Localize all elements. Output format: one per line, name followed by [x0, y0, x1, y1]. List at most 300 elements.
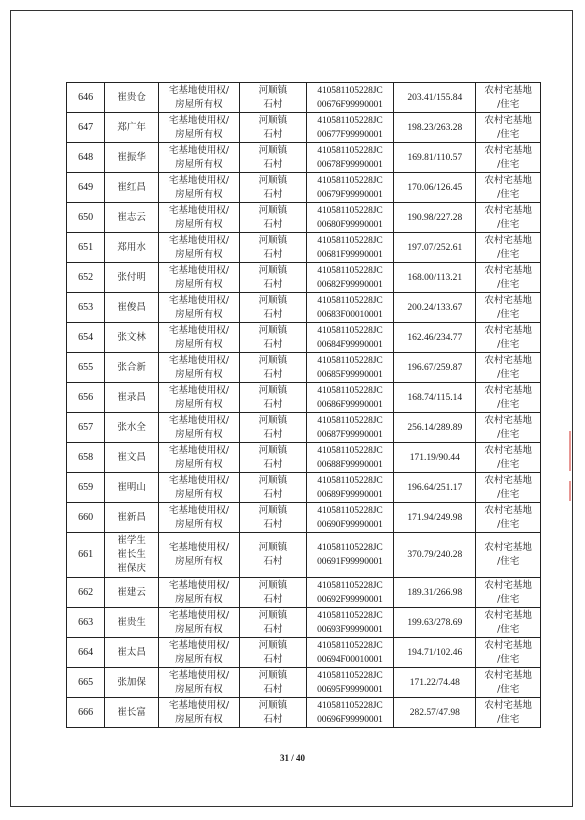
cell-owner: 崔俊昌 — [105, 293, 159, 323]
cell-usage — [476, 503, 541, 533]
table-row — [67, 698, 541, 728]
unit-code-line: 00687F99990001 — [317, 429, 383, 440]
cell-usage — [476, 608, 541, 638]
usage-line: /住宅 — [497, 683, 520, 695]
unit-code-line: 00692F99990001 — [317, 594, 383, 605]
cell-right-type — [158, 203, 239, 233]
cell-usage — [476, 473, 541, 503]
cell-owner — [105, 533, 159, 578]
unit-code-line: 410581105228JC — [317, 580, 383, 591]
cell-unit-code — [306, 698, 394, 728]
cell-right-type — [158, 638, 239, 668]
cell-unit-code — [306, 263, 394, 293]
table-row — [67, 83, 541, 113]
right-type-line: 房屋所有权 — [175, 428, 223, 440]
cell-right-type — [158, 413, 239, 443]
unit-code-line: 00681F99990001 — [317, 249, 383, 260]
unit-code-line: 00685F99990001 — [317, 369, 383, 380]
unit-code-line: 410581105228JC — [317, 115, 383, 126]
location-line: 河顺镇 — [258, 699, 288, 711]
right-type-line: 房屋所有权 — [175, 128, 223, 140]
usage-line: 农村宅基地 — [484, 504, 532, 516]
usage-line: /住宅 — [497, 338, 520, 350]
unit-code-line: 410581105228JC — [317, 175, 383, 186]
unit-code-line: 00677F99990001 — [317, 129, 383, 140]
cell-serial: 665 — [67, 668, 105, 698]
location-line: 河顺镇 — [258, 354, 288, 366]
unit-code-line: 410581105228JC — [317, 235, 383, 246]
cell-usage — [476, 143, 541, 173]
cell-location — [239, 503, 306, 533]
location-line: 河顺镇 — [258, 504, 288, 516]
cell-right-type — [158, 173, 239, 203]
right-type-line: 宅基地使用权/ — [168, 354, 230, 366]
usage-line: /住宅 — [497, 556, 520, 567]
cell-location — [239, 608, 306, 638]
right-type-line: 房屋所有权 — [175, 248, 223, 260]
cell-usage — [476, 533, 541, 578]
location-line: 石村 — [263, 593, 283, 605]
usage-line: 农村宅基地 — [484, 234, 532, 246]
cell-right-type — [158, 263, 239, 293]
right-type-line: 宅基地使用权/ — [168, 542, 230, 553]
cell-usage — [476, 233, 541, 263]
cell-area: 203.41/155.84 — [394, 83, 476, 113]
cell-usage — [476, 353, 541, 383]
usage-line: /住宅 — [497, 593, 520, 605]
cell-owner: 崔文昌 — [105, 443, 159, 473]
usage-line: 农村宅基地 — [484, 204, 532, 216]
location-line: 石村 — [263, 458, 283, 470]
cell-unit-code — [306, 503, 394, 533]
unit-code-line: 00686F99990001 — [317, 399, 383, 410]
right-type-line: 房屋所有权 — [175, 398, 223, 410]
unit-code-line: 410581105228JC — [317, 355, 383, 366]
cell-unit-code — [306, 143, 394, 173]
location-line: 石村 — [263, 398, 283, 410]
cell-location — [239, 233, 306, 263]
location-line: 石村 — [263, 556, 283, 567]
table-body — [67, 83, 541, 728]
cell-serial: 646 — [67, 83, 105, 113]
owner-name-line: 崔保庆 — [117, 563, 146, 574]
right-type-line: 宅基地使用权/ — [168, 579, 230, 591]
usage-line: /住宅 — [497, 158, 520, 170]
unit-code-line: 00689F99990001 — [317, 489, 383, 500]
location-line: 石村 — [263, 98, 283, 110]
cell-right-type — [158, 383, 239, 413]
right-type-line: 房屋所有权 — [175, 458, 223, 470]
cell-owner: 崔贵仓 — [105, 83, 159, 113]
location-line: 石村 — [263, 218, 283, 230]
cell-usage — [476, 443, 541, 473]
location-line: 河顺镇 — [258, 609, 288, 621]
table-row — [67, 413, 541, 443]
cell-unit-code — [306, 533, 394, 578]
cell-location — [239, 323, 306, 353]
usage-line: 农村宅基地 — [484, 354, 532, 366]
usage-line: 农村宅基地 — [484, 669, 532, 681]
usage-line: 农村宅基地 — [484, 174, 532, 186]
usage-line: /住宅 — [497, 623, 520, 635]
unit-code-line: 410581105228JC — [317, 325, 383, 336]
cell-right-type — [158, 443, 239, 473]
cell-serial: 666 — [67, 698, 105, 728]
right-type-line: 房屋所有权 — [175, 518, 223, 530]
cell-unit-code — [306, 83, 394, 113]
unit-code-line: 00693F99990001 — [317, 624, 383, 635]
cell-location — [239, 263, 306, 293]
location-line: 河顺镇 — [258, 639, 288, 651]
cell-area: 171.22/74.48 — [394, 668, 476, 698]
margin-mark — [569, 481, 571, 501]
margin-mark — [569, 431, 571, 471]
table-row — [67, 668, 541, 698]
usage-line: /住宅 — [497, 248, 520, 260]
right-type-line: 房屋所有权 — [175, 368, 223, 380]
unit-code-line: 00691F99990001 — [317, 557, 383, 567]
table-row — [67, 443, 541, 473]
unit-code-line: 410581105228JC — [317, 385, 383, 396]
cell-owner: 郑广年 — [105, 113, 159, 143]
cell-area: 170.06/126.45 — [394, 173, 476, 203]
location-line: 河顺镇 — [258, 444, 288, 456]
cell-usage — [476, 413, 541, 443]
unit-code-line: 410581105228JC — [317, 145, 383, 156]
cell-owner: 崔录昌 — [105, 383, 159, 413]
cell-serial: 655 — [67, 353, 105, 383]
cell-unit-code — [306, 203, 394, 233]
table-row — [67, 203, 541, 233]
cell-owner: 崔明山 — [105, 473, 159, 503]
cell-right-type — [158, 698, 239, 728]
cell-right-type — [158, 293, 239, 323]
usage-line: /住宅 — [497, 398, 520, 410]
right-type-line: 宅基地使用权/ — [168, 144, 230, 156]
cell-area: 200.24/133.67 — [394, 293, 476, 323]
cell-area: 189.31/266.98 — [394, 578, 476, 608]
cell-area: 198.23/263.28 — [394, 113, 476, 143]
table-row — [67, 233, 541, 263]
cell-right-type — [158, 83, 239, 113]
location-line: 石村 — [263, 623, 283, 635]
location-line: 河顺镇 — [258, 234, 288, 246]
cell-serial: 648 — [67, 143, 105, 173]
cell-usage — [476, 173, 541, 203]
cell-owner: 崔志云 — [105, 203, 159, 233]
cell-usage — [476, 383, 541, 413]
unit-code-line: 410581105228JC — [317, 265, 383, 276]
unit-code-line: 410581105228JC — [317, 640, 383, 651]
unit-code-line: 00682F99990001 — [317, 279, 383, 290]
cell-serial: 650 — [67, 203, 105, 233]
unit-code-line: 410581105228JC — [317, 505, 383, 516]
page-number: 31 / 40 — [279, 753, 305, 763]
usage-line: 农村宅基地 — [484, 609, 532, 621]
cell-usage — [476, 698, 541, 728]
property-register-table — [66, 82, 541, 728]
right-type-line: 房屋所有权 — [175, 488, 223, 500]
cell-location — [239, 113, 306, 143]
cell-location — [239, 203, 306, 233]
usage-line: /住宅 — [497, 218, 520, 230]
usage-line: 农村宅基地 — [484, 444, 532, 456]
usage-line: /住宅 — [497, 488, 520, 500]
usage-line: 农村宅基地 — [484, 294, 532, 306]
cell-location — [239, 173, 306, 203]
unit-code-line: 410581105228JC — [317, 475, 383, 486]
table-row — [67, 353, 541, 383]
unit-code-line: 00694F00010001 — [317, 654, 383, 665]
cell-right-type — [158, 233, 239, 263]
cell-area: 370.79/240.28 — [394, 533, 476, 578]
location-line: 河顺镇 — [258, 144, 288, 156]
cell-area: 171.19/90.44 — [394, 443, 476, 473]
cell-owner: 崔长富 — [105, 698, 159, 728]
cell-location — [239, 668, 306, 698]
cell-owner: 崔建云 — [105, 578, 159, 608]
unit-code-line: 00683F00010001 — [317, 309, 383, 320]
usage-line: 农村宅基地 — [484, 542, 532, 553]
location-line: 河顺镇 — [258, 414, 288, 426]
cell-unit-code — [306, 473, 394, 503]
cell-owner: 崔贵生 — [105, 608, 159, 638]
location-line: 河顺镇 — [258, 84, 288, 96]
cell-location — [239, 473, 306, 503]
usage-line: 农村宅基地 — [484, 264, 532, 276]
cell-area: 256.14/289.89 — [394, 413, 476, 443]
right-type-line: 房屋所有权 — [175, 218, 223, 230]
unit-code-line: 00688F99990001 — [317, 459, 383, 470]
cell-right-type — [158, 143, 239, 173]
cell-serial: 656 — [67, 383, 105, 413]
cell-area: 168.00/113.21 — [394, 263, 476, 293]
right-type-line: 房屋所有权 — [175, 556, 223, 567]
cell-right-type — [158, 323, 239, 353]
cell-unit-code — [306, 353, 394, 383]
cell-owner: 崔振华 — [105, 143, 159, 173]
location-line: 石村 — [263, 188, 283, 200]
cell-area: 196.64/251.17 — [394, 473, 476, 503]
location-line: 石村 — [263, 488, 283, 500]
usage-line: 农村宅基地 — [484, 84, 532, 96]
right-type-line: 宅基地使用权/ — [168, 234, 230, 246]
table-row — [67, 638, 541, 668]
table-row — [67, 503, 541, 533]
cell-unit-code — [306, 413, 394, 443]
location-line: 河顺镇 — [258, 324, 288, 336]
usage-line: /住宅 — [497, 458, 520, 470]
cell-serial: 660 — [67, 503, 105, 533]
table-row — [67, 383, 541, 413]
location-line: 石村 — [263, 713, 283, 725]
right-type-line: 宅基地使用权/ — [168, 414, 230, 426]
table-row — [67, 173, 541, 203]
unit-code-line: 00690F99990001 — [317, 519, 383, 530]
table-row — [67, 293, 541, 323]
cell-area: 197.07/252.61 — [394, 233, 476, 263]
location-line: 石村 — [263, 518, 283, 530]
cell-serial: 664 — [67, 638, 105, 668]
right-type-line: 宅基地使用权/ — [168, 444, 230, 456]
cell-owner: 崔太昌 — [105, 638, 159, 668]
cell-owner: 张付明 — [105, 263, 159, 293]
location-line: 河顺镇 — [258, 204, 288, 216]
right-type-line: 房屋所有权 — [175, 593, 223, 605]
location-line: 河顺镇 — [258, 669, 288, 681]
cell-location — [239, 443, 306, 473]
table-row — [67, 473, 541, 503]
unit-code-line: 410581105228JC — [317, 610, 383, 621]
unit-code-line: 00679F99990001 — [317, 189, 383, 200]
cell-location — [239, 293, 306, 323]
usage-line: 农村宅基地 — [484, 639, 532, 651]
cell-area: 168.74/115.14 — [394, 383, 476, 413]
cell-owner: 张加保 — [105, 668, 159, 698]
owner-name-line: 崔长生 — [117, 549, 146, 560]
cell-serial: 657 — [67, 413, 105, 443]
usage-line: 农村宅基地 — [484, 699, 532, 711]
cell-right-type — [158, 578, 239, 608]
cell-usage — [476, 638, 541, 668]
location-line: 石村 — [263, 308, 283, 320]
right-type-line: 宅基地使用权/ — [168, 474, 230, 486]
cell-serial: 661 — [67, 533, 105, 578]
right-type-line: 房屋所有权 — [175, 158, 223, 170]
cell-usage — [476, 323, 541, 353]
right-type-line: 宅基地使用权/ — [168, 84, 230, 96]
cell-unit-code — [306, 638, 394, 668]
unit-code-line: 00695F99990001 — [317, 684, 383, 695]
usage-line: /住宅 — [497, 98, 520, 110]
cell-area: 162.46/234.77 — [394, 323, 476, 353]
cell-location — [239, 353, 306, 383]
cell-serial: 663 — [67, 608, 105, 638]
usage-line: 农村宅基地 — [484, 324, 532, 336]
usage-line: /住宅 — [497, 188, 520, 200]
location-line: 石村 — [263, 653, 283, 665]
cell-right-type — [158, 353, 239, 383]
cell-serial: 653 — [67, 293, 105, 323]
right-type-line: 房屋所有权 — [175, 98, 223, 110]
unit-code-line: 00680F99990001 — [317, 219, 383, 230]
cell-location — [239, 143, 306, 173]
table-row — [67, 608, 541, 638]
cell-right-type — [158, 533, 239, 578]
unit-code-line: 410581105228JC — [317, 700, 383, 711]
unit-code-line: 410581105228JC — [317, 205, 383, 216]
location-line: 河顺镇 — [258, 542, 288, 553]
right-type-line: 宅基地使用权/ — [168, 114, 230, 126]
right-type-line: 宅基地使用权/ — [168, 669, 230, 681]
usage-line: /住宅 — [497, 713, 520, 725]
cell-location — [239, 698, 306, 728]
cell-unit-code — [306, 113, 394, 143]
usage-line: /住宅 — [497, 518, 520, 530]
cell-serial: 658 — [67, 443, 105, 473]
right-type-line: 宅基地使用权/ — [168, 639, 230, 651]
unit-code-line: 410581105228JC — [317, 445, 383, 456]
cell-area: 199.63/278.69 — [394, 608, 476, 638]
location-line: 石村 — [263, 428, 283, 440]
cell-unit-code — [306, 323, 394, 353]
cell-serial: 652 — [67, 263, 105, 293]
cell-serial: 647 — [67, 113, 105, 143]
location-line: 河顺镇 — [258, 264, 288, 276]
right-type-line: 房屋所有权 — [175, 623, 223, 635]
cell-usage — [476, 293, 541, 323]
unit-code-line: 410581105228JC — [317, 85, 383, 96]
cell-serial: 651 — [67, 233, 105, 263]
cell-right-type — [158, 503, 239, 533]
right-type-line: 房屋所有权 — [175, 713, 223, 725]
right-type-line: 房屋所有权 — [175, 188, 223, 200]
unit-code-line: 00676F99990001 — [317, 99, 383, 110]
cell-owner: 崔红昌 — [105, 173, 159, 203]
right-type-line: 宅基地使用权/ — [168, 174, 230, 186]
usage-line: 农村宅基地 — [484, 579, 532, 591]
right-type-line: 房屋所有权 — [175, 653, 223, 665]
location-line: 河顺镇 — [258, 579, 288, 591]
location-line: 石村 — [263, 338, 283, 350]
unit-code-line: 00678F99990001 — [317, 159, 383, 170]
table-row — [67, 263, 541, 293]
table-row — [67, 533, 541, 578]
cell-usage — [476, 113, 541, 143]
cell-right-type — [158, 473, 239, 503]
document-page — [10, 10, 573, 807]
location-line: 河顺镇 — [258, 174, 288, 186]
table-row — [67, 113, 541, 143]
location-line: 石村 — [263, 368, 283, 380]
usage-line: 农村宅基地 — [484, 384, 532, 396]
cell-area: 171.94/249.98 — [394, 503, 476, 533]
cell-owner: 张合新 — [105, 353, 159, 383]
cell-unit-code — [306, 383, 394, 413]
right-type-line: 宅基地使用权/ — [168, 264, 230, 276]
usage-line: /住宅 — [497, 308, 520, 320]
cell-area: 194.71/102.46 — [394, 638, 476, 668]
unit-code-line: 410581105228JC — [317, 670, 383, 681]
cell-serial: 659 — [67, 473, 105, 503]
cell-unit-code — [306, 608, 394, 638]
right-type-line: 宅基地使用权/ — [168, 699, 230, 711]
location-line: 石村 — [263, 248, 283, 260]
cell-owner: 郑用水 — [105, 233, 159, 263]
usage-line: /住宅 — [497, 128, 520, 140]
cell-unit-code — [306, 668, 394, 698]
location-line: 河顺镇 — [258, 474, 288, 486]
cell-unit-code — [306, 173, 394, 203]
usage-line: 农村宅基地 — [484, 114, 532, 126]
right-type-line: 宅基地使用权/ — [168, 204, 230, 216]
usage-line: /住宅 — [497, 368, 520, 380]
location-line: 石村 — [263, 128, 283, 140]
usage-line: 农村宅基地 — [484, 414, 532, 426]
unit-code-line: 410581105228JC — [317, 543, 383, 553]
right-type-line: 宅基地使用权/ — [168, 609, 230, 621]
table-row — [67, 143, 541, 173]
cell-usage — [476, 668, 541, 698]
owner-name-line: 崔学生 — [117, 535, 146, 546]
cell-owner: 崔新昌 — [105, 503, 159, 533]
location-line: 石村 — [263, 683, 283, 695]
cell-serial: 654 — [67, 323, 105, 353]
location-line: 河顺镇 — [258, 294, 288, 306]
cell-right-type — [158, 608, 239, 638]
cell-location — [239, 83, 306, 113]
cell-area: 196.67/259.87 — [394, 353, 476, 383]
